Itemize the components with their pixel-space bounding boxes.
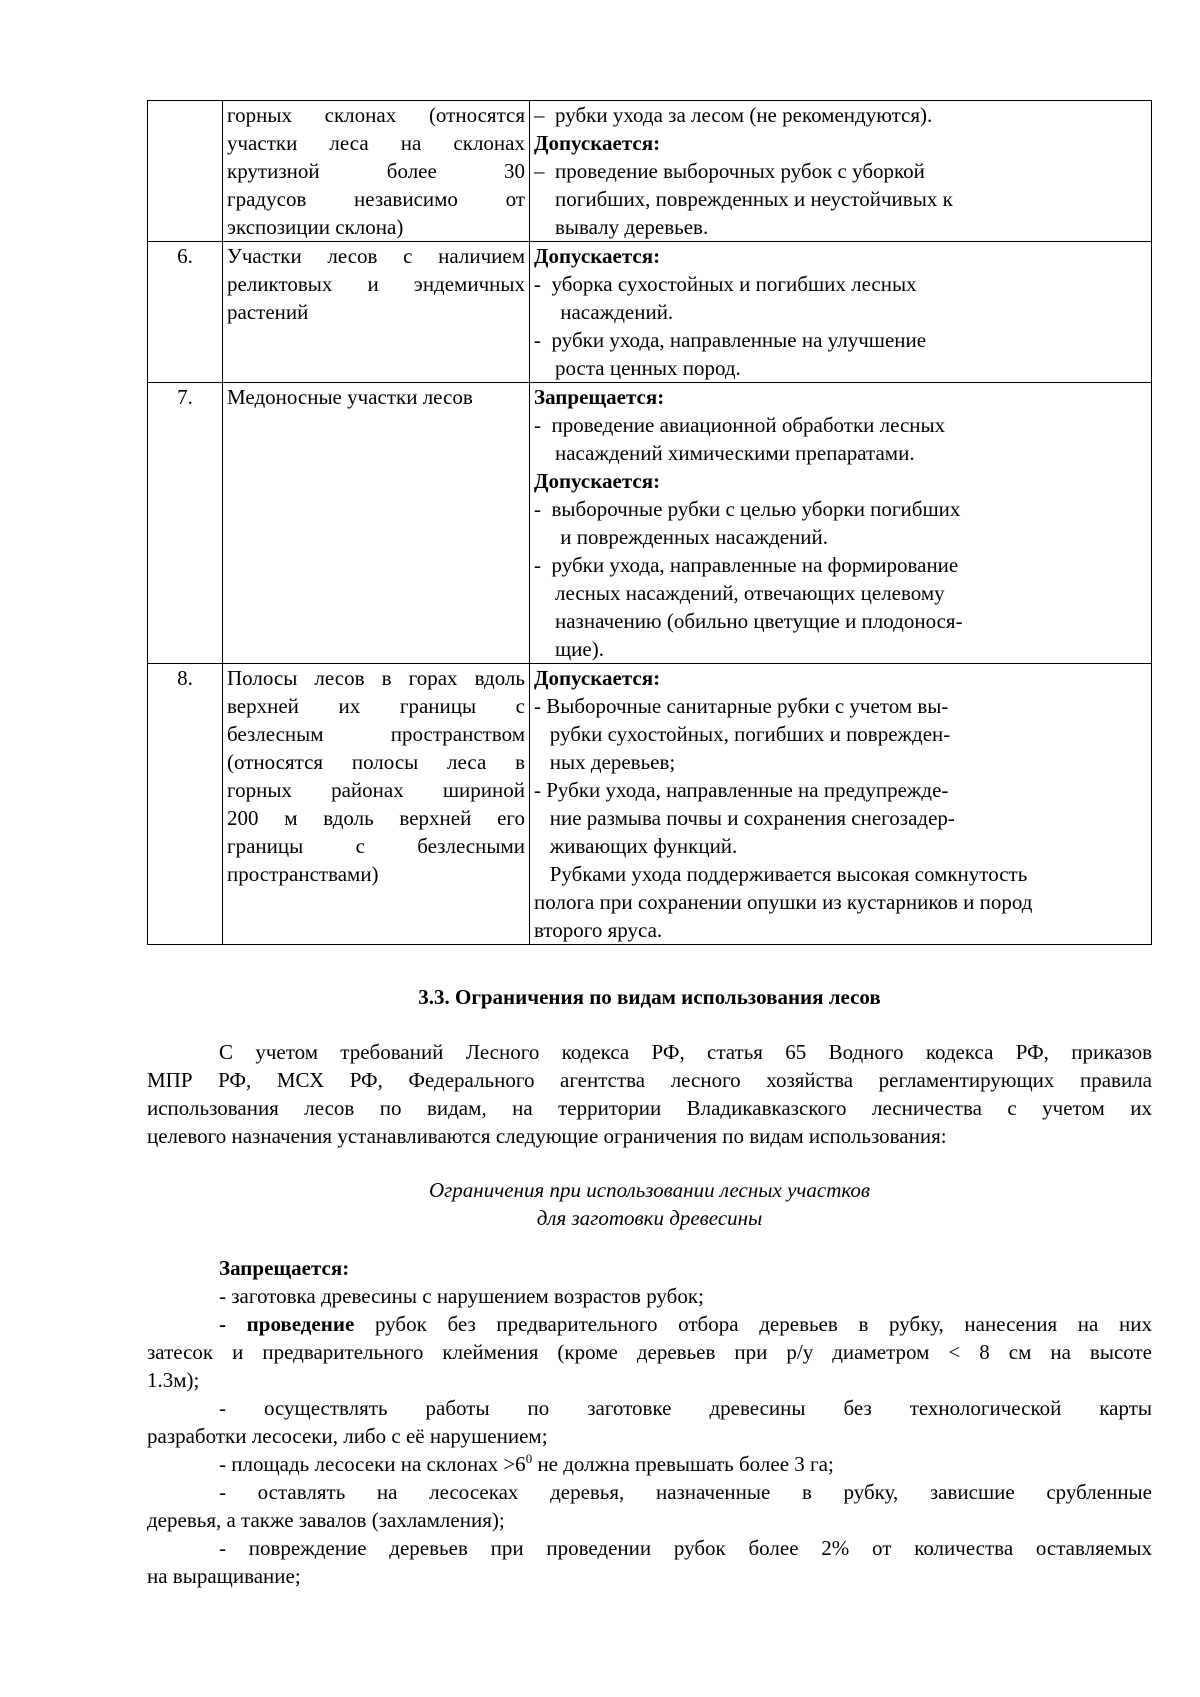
regulation-item: – проведение выборочных рубок с уборкой [534,159,925,183]
prohibited-item-4 [147,1450,1152,1478]
regulation-item: - рубки ухода, направленные на формирование [534,553,959,577]
prohibited-item-2-cont: 1.3м); [147,1368,200,1392]
row-number: 8. [148,664,223,945]
regulation-heading: Допускается: [534,244,661,268]
item-2-bold-word: - проведение [219,1312,355,1336]
category-line: (относятся полосы леса в [227,750,525,774]
regulation-item: живающих функций. [534,834,738,858]
regulation-item: Рубками ухода поддерживается высокая сомкнутость [534,862,1028,886]
regulation-item: полога при сохранении опушки из кустарников и пород [534,890,1033,914]
category-line: горных районах шириной [227,778,525,802]
category-line: Участки лесов с наличием [227,244,525,268]
regulation-item: лесных насаждений, отвечающих целевому [534,581,945,605]
regulation-item: ние размыва почвы и сохранения снегозадер- [534,806,955,830]
prohibited-item-1: - заготовка древесины с нарушением возрастов рубок; [219,1284,704,1308]
intro-line: использования лесов по видам, на территории Владикавказского лесничества с учетом их [147,1096,1152,1120]
category-line: Медоносные участки лесов [227,385,473,409]
forest-category [223,242,530,383]
intro-line: целевого назначения устанавливаются следующие ограничения по видам использования: [147,1124,947,1148]
prohibited-item-2-cont: затесок и предварительного клеймения (кроме деревьев при р/у диаметром < 8 см на высоте [147,1340,1152,1364]
category-line: пространствами) [227,862,379,886]
category-line: безлесным пространством [227,722,525,746]
regulation-heading: Допускается: [534,131,661,155]
prohibited-item-3: - осуществлять работы по заготовке древесины без технологической карты [219,1396,1152,1420]
regulation-item: - рубки ухода, направленные на улучшение [534,328,927,352]
forest-category [223,664,530,945]
category-line: растений [227,300,309,324]
prohibited-item-6: - повреждение деревьев при проведении рубок более 2% от количества оставляемых [219,1536,1152,1560]
regulation-text [530,383,1152,664]
row-number: 7. [148,383,223,664]
degree-superscript: 0 [525,1451,533,1466]
item-4-text: - площадь лесосеки на склонах >6 [219,1452,526,1476]
regulation-text [530,242,1152,383]
category-line: границы с безлесными [227,834,525,858]
prohibited-item-6-cont: на выращивание; [147,1564,301,1588]
regulation-item: щие). [534,637,604,661]
forest-category [223,383,530,664]
item-4-text-rest: не должна превышать более 3 га; [532,1452,834,1476]
table-row [148,101,1152,242]
prohibited-heading: Запрещается: [219,1256,350,1280]
regulation-item: вывалу деревьев. [534,215,709,239]
caption-line-2: для заготовки древесины [536,1206,763,1230]
category-line: горных склонах (относятся [227,103,525,127]
intro-line: С учетом требований Лесного кодекса РФ, статья 65 Водного кодекса РФ, приказов [219,1040,1152,1064]
forest-category [223,101,530,242]
category-line: 200 м вдоль верхней его [227,806,525,830]
prohibited-item-5-cont: деревья, а также завалов (захламления); [147,1508,505,1532]
category-line: градусов независимо от [227,187,525,211]
regulation-item: второго яруса. [534,918,663,942]
prohibited-item-3-cont: разработки лесосеки, либо с её нарушением; [147,1424,548,1448]
regulation-heading: Допускается: [534,666,661,690]
category-line: верхней их границы с [227,694,525,718]
regulation-item: - выборочные рубки с целью уборки погибших [534,497,961,521]
regulation-item: - Рубки ухода, направленные на предупрежде- [534,778,949,802]
caption-line-1: Ограничения при использовании лесных участков [428,1178,871,1202]
table-row [148,242,1152,383]
regulations-table [147,100,1152,945]
prohibited-item-5: - оставлять на лесосеках деревья, назначенные в рубку, зависшие срубленные [219,1480,1152,1504]
regulation-item: насаждений. [534,300,674,324]
regulation-item: - Выборочные санитарные рубки с учетом вы- [534,694,949,718]
intro-line: МПР РФ, МСХ РФ, Федерального агентства лесного хозяйства регламентирующих правила [147,1068,1152,1092]
row-number: 6. [148,242,223,383]
section-title: 3.3. Ограничения по видам использования лесов [418,985,881,1009]
prohibited-list [147,1254,1152,1590]
item-2-text: рубок без предварительного отбора деревьев в рубку, нанесения на них [354,1312,1152,1336]
regulation-item: насаждений химическими препаратами. [534,441,915,465]
category-line: Полосы лесов в горах вдоль [227,666,525,690]
regulation-heading: Допускается: [534,469,661,493]
regulation-item: рубки сухостойных, погибших и поврежден- [534,722,951,746]
row-number [148,101,223,242]
regulation-item: роста ценных пород. [534,356,741,380]
regulation-item: – рубки ухода за лесом (не рекомендуются). [534,103,933,127]
table-row [148,664,1152,945]
regulation-item: - уборка сухостойных и погибших лесных [534,272,917,296]
regulation-item: погибших, поврежденных и неустойчивых к [534,187,953,211]
category-line: реликтовых и эндемичных [227,272,525,296]
regulation-item: ных деревьев; [534,750,676,774]
regulation-heading: Запрещается: [534,385,665,409]
category-line: крутизной более 30 [227,159,525,183]
prohibited-item-2 [147,1310,1152,1338]
regulation-item: назначению (обильно цветущие и плодонося- [534,609,963,633]
regulation-text [530,664,1152,945]
category-line: экспозиции склона) [227,215,404,239]
regulation-item: и поврежденных насаждений. [534,525,828,549]
regulation-text [530,101,1152,242]
regulation-item: - проведение авиационной обработки лесных [534,413,946,437]
table-row [148,383,1152,664]
category-line: участки леса на склонах [227,131,525,155]
intro-paragraph [147,1038,1152,1150]
